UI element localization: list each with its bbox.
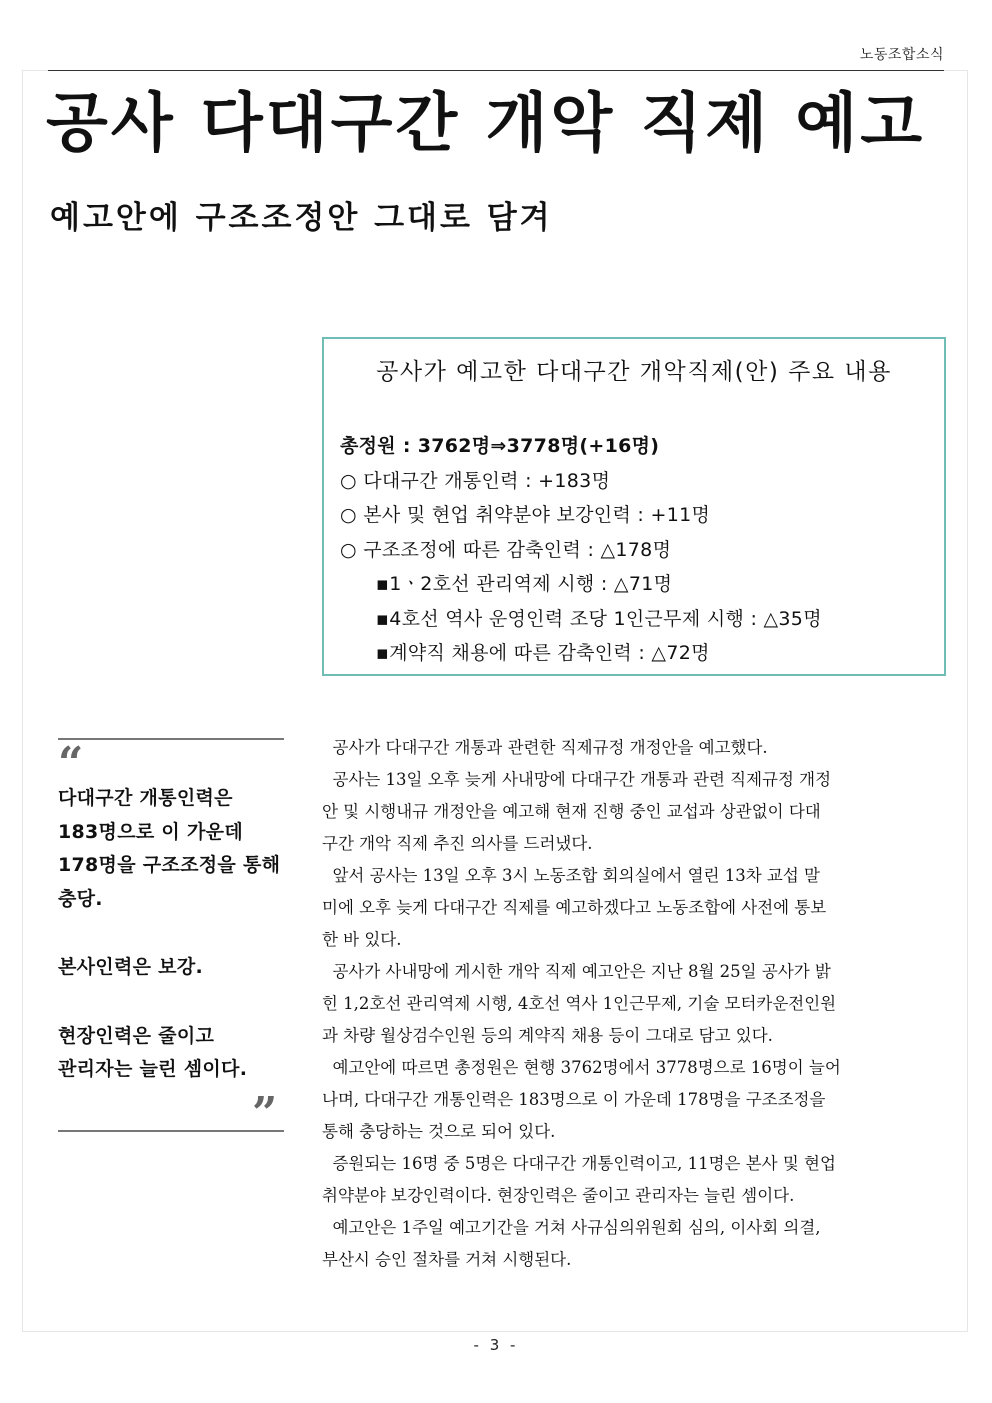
article-body bbox=[322, 732, 944, 1276]
pull-quote-paragraph bbox=[58, 782, 294, 916]
article-line: 취약분야 보강인력이다. 현장인력은 줄이고 관리자는 늘린 셈이다. bbox=[322, 1186, 795, 1205]
subhead: 예고안에 구조조정안 그대로 담겨 bbox=[50, 200, 553, 236]
summary-list bbox=[340, 429, 936, 671]
open-quote-icon: “ bbox=[58, 738, 84, 789]
summary-item bbox=[340, 498, 936, 533]
summary-item-text: 구조조정에 따른 감축인력 : △178명 bbox=[363, 538, 672, 561]
article-line: 공사가 다대구간 개통과 관련한 직제규정 개정안을 예고했다. bbox=[322, 738, 768, 757]
pull-quote-line: 183명으로 이 가운데 bbox=[58, 820, 243, 843]
article-line: 과 차량 월상검수인원 등의 계약직 채용 등이 그대로 담고 있다. bbox=[322, 1026, 773, 1045]
article-line: 안 및 시행내규 개정안을 예고해 현재 진행 중인 교섭과 상관없이 다대 bbox=[322, 802, 821, 821]
square-bullet-icon: ▪ bbox=[376, 607, 390, 630]
page-number: - 3 - bbox=[473, 1336, 519, 1354]
pull-quote-bottom-rule bbox=[58, 1130, 284, 1132]
article-line: 나며, 다대구간 개통인력은 183명으로 이 가운데 178명을 구조조정을 bbox=[322, 1090, 826, 1109]
summary-box bbox=[322, 337, 946, 676]
summary-item bbox=[340, 533, 936, 568]
summary-sub-item bbox=[340, 567, 936, 602]
headline: 공사 다대구간 개악 직제 예고 bbox=[46, 87, 926, 161]
summary-sub-item-text: 4호선 역사 운영인력 조당 1인근무제 시행 : △35명 bbox=[389, 607, 822, 630]
pull-quote-line: 본사인력은 보강. bbox=[58, 956, 204, 978]
summary-sub-item-text: 계약직 채용에 따른 감축인력 : △72명 bbox=[389, 642, 710, 664]
close-quote-icon: ” bbox=[252, 1088, 278, 1139]
summary-title: 공사가 예고한 다대구간 개악직제(안) 주요 내용 bbox=[376, 359, 892, 385]
circle-bullet-icon: ○ bbox=[340, 469, 357, 492]
summary-item-text: 본사 및 현업 취약분야 보강인력 : +11명 bbox=[363, 504, 711, 526]
pull-quote-line: 다대구간 개통인력은 bbox=[58, 787, 233, 809]
summary-sub-item-text: 1ㆍ2호선 관리역제 시행 : △71명 bbox=[389, 573, 673, 595]
article-line: 한 바 있다. bbox=[322, 930, 402, 949]
pull-quote-line: 충당. bbox=[58, 887, 103, 910]
square-bullet-icon: ▪ bbox=[376, 573, 390, 595]
article-line: 힌 1,2호선 관리역제 시행, 4호선 역사 1인근무제, 기술 모터카운전인원 bbox=[322, 994, 837, 1013]
section-label: 노동조합소식 bbox=[859, 47, 944, 63]
header-rule bbox=[48, 70, 944, 71]
pull-quote-paragraph bbox=[58, 1020, 294, 1087]
pull-quote-line: 관리자는 늘린 셈이다. bbox=[58, 1058, 248, 1080]
article-line: 예고안에 따르면 총정원은 현행 3762명에서 3778명으로 16명이 늘어 bbox=[322, 1058, 841, 1077]
article-line: 공사는 13일 오후 늦게 사내망에 다대구간 개통과 관련 직제규정 개정 bbox=[322, 770, 832, 789]
pull-quote bbox=[58, 782, 294, 1122]
article-line: 예고안은 1주일 예고기간을 거쳐 사규심의위원회 심의, 이사회 의결, bbox=[322, 1218, 821, 1237]
square-bullet-icon: ▪ bbox=[376, 642, 390, 664]
circle-bullet-icon: ○ bbox=[340, 538, 357, 561]
pull-quote-top-rule bbox=[58, 738, 284, 740]
article-line: 통해 충당하는 것으로 되어 있다. bbox=[322, 1122, 556, 1141]
article-line: 미에 오후 늦게 다대구간 직제를 예고하겠다고 노동조합에 사전에 통보 bbox=[322, 898, 827, 917]
article-line: 부산시 승인 절차를 거쳐 시행된다. bbox=[322, 1250, 572, 1269]
pull-quote-line: 현장인력은 줄이고 bbox=[58, 1024, 215, 1047]
pull-quote-paragraph bbox=[58, 951, 294, 985]
article-line: 앞서 공사는 13일 오후 3시 노동조합 회의실에서 열린 13차 교섭 말 bbox=[322, 866, 820, 885]
summary-sub-item bbox=[340, 602, 936, 637]
article-line: 증원되는 16명 중 5명은 다대구간 개통인력이고, 11명은 본사 및 현업 bbox=[322, 1154, 836, 1173]
summary-item-text: 다대구간 개통인력 : +183명 bbox=[363, 469, 611, 492]
article-line: 공사가 사내망에 게시한 개악 직제 예고안은 지난 8월 25일 공사가 밝 bbox=[322, 962, 831, 981]
summary-item bbox=[340, 464, 936, 499]
article-line: 구간 개악 직제 추진 의사를 드러냈다. bbox=[322, 834, 593, 853]
summary-sub-item bbox=[340, 636, 936, 671]
summary-total: 총정원 : 3762명⇒3778명(+16명) bbox=[340, 435, 660, 457]
pull-quote-line: 178명을 구조조정을 통해 bbox=[58, 854, 281, 876]
circle-bullet-icon: ○ bbox=[340, 504, 357, 526]
